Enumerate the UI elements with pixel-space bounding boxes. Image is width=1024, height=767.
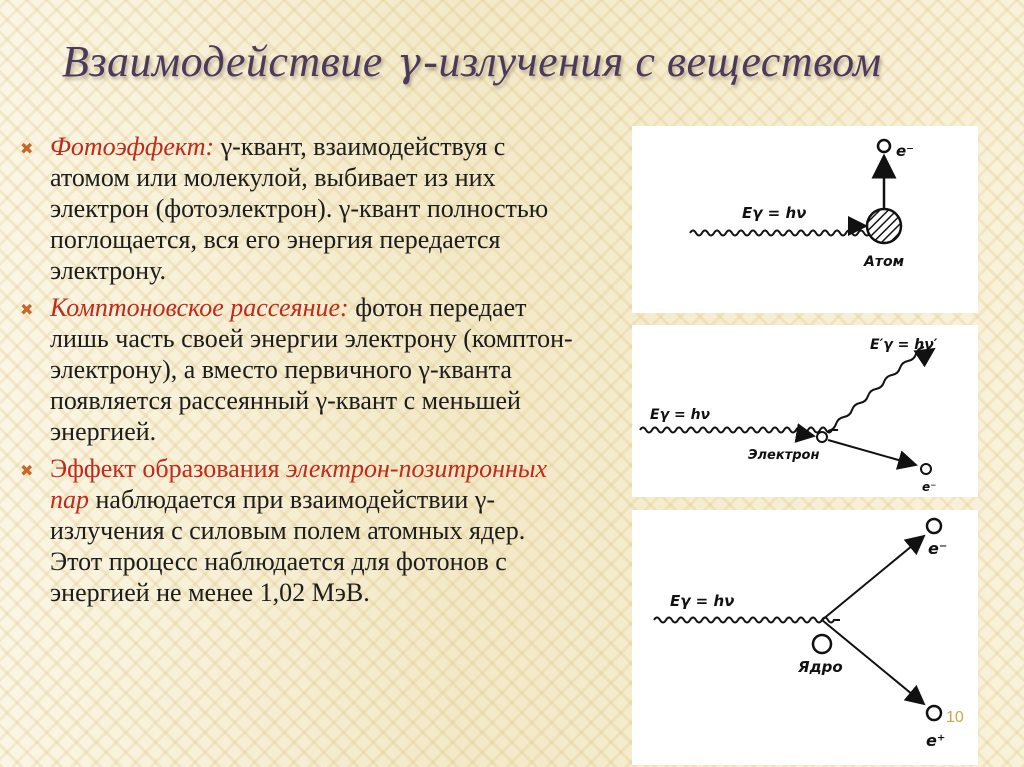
incident-photon-wave	[640, 428, 838, 433]
energy-label: Eγ = hν	[650, 407, 711, 423]
positron-label: e⁺	[926, 731, 946, 750]
bullet-text: фотон передает лишь часть своей энергии электрону (комптон-электрону), а вместо первичного γ-кванта появляется рассеянный γ-квант с меньшей энергией.	[50, 293, 573, 446]
e-label: e⁻	[922, 480, 937, 494]
nucleus-label: Ядро	[798, 658, 843, 676]
bullet-photoeffect	[20, 131, 580, 286]
electron-track	[822, 536, 924, 620]
atom-label: Атом	[864, 254, 905, 270]
nucleus-circle	[813, 635, 831, 653]
title-part1: Взаимодействие	[62, 37, 383, 86]
page-number: 10	[946, 709, 964, 726]
photoeffect-diagram	[632, 126, 978, 313]
atom-circle	[867, 209, 901, 243]
slide-title	[62, 36, 882, 87]
bullet-text: наблюдается при взаимодействии γ-излучения с силовым полем атомных ядер. Этот процесс наблюдается для фотонов с энергией не менее 1,02 МэВ.	[50, 485, 526, 607]
content-text	[20, 131, 580, 614]
bullet-marker-icon: ✖	[20, 139, 34, 158]
bullet-lead-plain: Эффект образования	[50, 454, 287, 483]
electron-circle	[817, 432, 827, 442]
bullet-compton	[20, 292, 580, 447]
electron-label: e⁻	[928, 539, 948, 558]
scattered-photon-wave	[828, 347, 924, 431]
bullet-lead: Комптоновское рассеяние:	[50, 293, 349, 322]
incident-arrow	[802, 434, 814, 436]
title-gamma: γ	[396, 40, 422, 86]
scattered-energy-label: E′γ = hν′	[870, 337, 938, 353]
bullet-text: γ-квант, взаимодействуя с атомом или молекулой, выбивает из них электрон (фотоэлектрон). γ-квант полностью поглощается, вся его энергия передается электрону.	[50, 132, 549, 285]
title-part2: -излучения с веществом	[423, 37, 882, 86]
electron-circle	[927, 519, 941, 533]
incident-photon-wave	[690, 231, 894, 236]
positron-circle	[927, 706, 941, 720]
bullet-lead: Фотоэффект:	[50, 132, 215, 161]
electron-label: Электрон	[748, 448, 820, 463]
energy-label: Eγ = hν	[742, 204, 807, 222]
electron-arrow	[828, 440, 916, 465]
compton-diagram	[632, 325, 978, 497]
bullet-marker-icon: ✖	[20, 300, 34, 319]
energy-label: Eγ = hν	[670, 592, 735, 610]
ejected-electron-circle	[921, 464, 931, 474]
electron-circle	[878, 140, 890, 152]
electron-label: e⁻	[896, 142, 915, 160]
pair-production-diagram	[632, 510, 978, 765]
bullet-lead-italic: электрон-позитронных пар	[50, 454, 548, 514]
bullet-marker-icon: ✖	[20, 461, 34, 480]
incident-photon-wave	[654, 618, 840, 623]
bullet-pair-production	[20, 453, 580, 608]
